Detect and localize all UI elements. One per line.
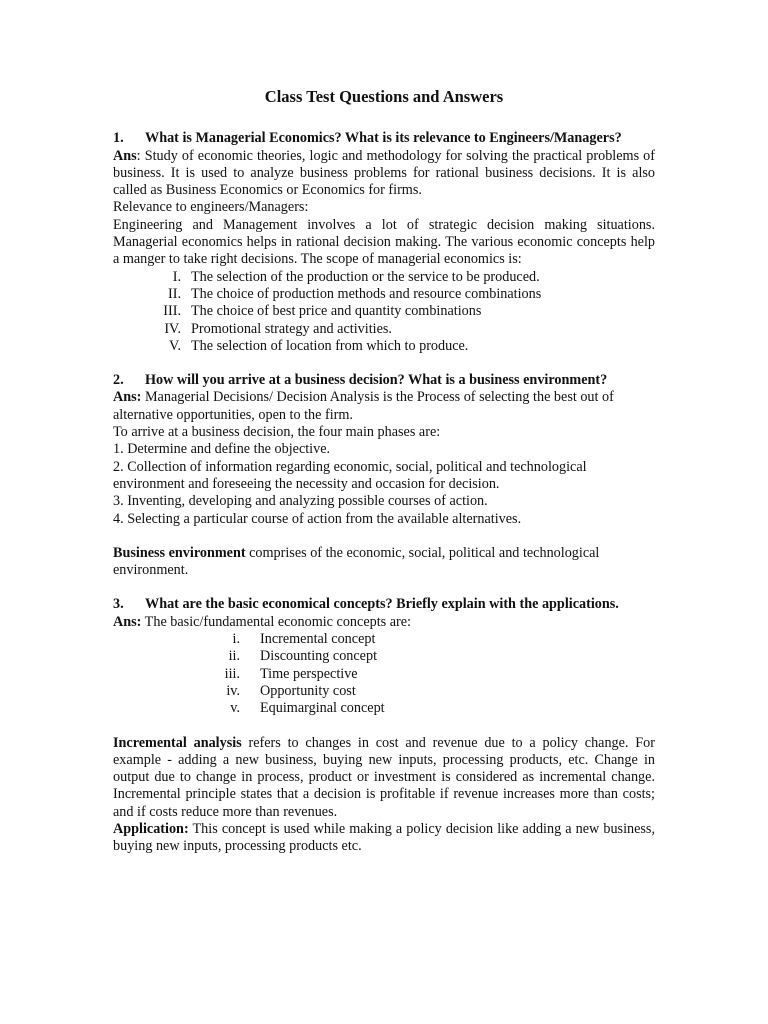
concept-item-number: i. — [232, 631, 240, 648]
scope-list-item — [113, 269, 655, 286]
scope-item-number: III. — [163, 303, 181, 320]
phase-item: 3. Inventing, developing and analyzing possible courses of action. — [113, 493, 488, 510]
concept-item-text: Time perspective — [260, 665, 358, 682]
answer-3-label: Ans: — [113, 613, 142, 630]
spacer — [113, 528, 655, 545]
concept-item-number: v. — [230, 700, 240, 717]
scope-item-number: II. — [168, 285, 181, 302]
scope-item-text: Promotional strategy and activities. — [191, 320, 392, 337]
answer-1-text: : Study of economic theories, logic and methodology for solving the practical problems of business. It is used to analyze business problems for rational business decisions. It is also called as Business Economics or Economics for firms. — [113, 147, 655, 199]
answer-2-paragraph — [113, 389, 655, 424]
concept-item-text: Discounting concept — [260, 648, 378, 665]
question-2-section — [113, 372, 655, 579]
answer-3-text: The basic/fundamental economic concepts are: — [141, 613, 411, 630]
scope-list-item — [113, 338, 655, 355]
phase-item: 2. Collection of information regarding economic, social, political and technological environment and foreseeing the necessity and occasion for decision. — [113, 458, 587, 492]
scope-list-item — [113, 303, 655, 320]
phase-item: 1. Determine and define the objective. — [113, 441, 331, 458]
question-3-text: What are the basic economical concepts? Briefly explain with the applications. — [145, 596, 619, 613]
scope-list — [113, 269, 655, 355]
concept-list-item — [113, 631, 655, 648]
question-2-text: How will you arrive at a business decision? What is a business environment? — [145, 372, 608, 389]
business-environment-paragraph — [113, 545, 655, 580]
concept-item-text: Equimarginal concept — [260, 700, 385, 717]
spacer — [113, 355, 655, 372]
question-1-heading — [113, 130, 655, 147]
spacer — [113, 579, 655, 596]
incremental-analysis-label: Incremental analysis — [113, 734, 242, 751]
concept-item-number: ii. — [228, 648, 240, 665]
scope-item-text: The choice of best price and quantity combinations — [191, 303, 482, 320]
question-1-number: 1. — [113, 130, 124, 147]
concept-list-item — [113, 700, 655, 717]
concept-item-text: Opportunity cost — [260, 682, 356, 699]
question-2-number: 2. — [113, 372, 124, 389]
question-1-text: What is Managerial Economics? What is its relevance to Engineers/Managers? — [145, 130, 622, 147]
business-environment-text: comprises of the economic, social, political and technological environment. — [113, 544, 600, 579]
concepts-list — [113, 631, 655, 717]
relevance-text: Engineering and Management involves a lot of strategic decision making situations. Managerial economics helps in rational decision making. The various economic concepts help a manger to take right decisions. The scope of managerial economics is: — [113, 216, 655, 268]
incremental-analysis-paragraph — [113, 735, 655, 821]
question-3-number: 3. — [113, 596, 124, 613]
question-3-section — [113, 596, 655, 855]
question-2-heading — [113, 372, 655, 389]
concept-list-item — [113, 666, 655, 683]
scope-item-text: The choice of production methods and resource combinations — [191, 285, 542, 302]
document-title: Class Test Questions and Answers — [264, 87, 504, 106]
scope-item-number: V. — [169, 337, 181, 354]
business-environment-label: Business environment — [113, 544, 246, 561]
scope-item-number: IV. — [164, 320, 181, 337]
scope-item-text: The selection of location from which to produce. — [191, 337, 469, 354]
spacer — [113, 718, 655, 735]
answer-2-label: Ans: — [113, 389, 142, 406]
answer-2-text: Managerial Decisions/ Decision Analysis is the Process of selecting the best out of alternative opportunities, open to the firm. — [113, 389, 614, 423]
relevance-heading: Relevance to engineers/Managers: — [113, 199, 309, 216]
answer-1-label: Ans — [113, 147, 137, 164]
phases-intro: To arrive at a business decision, the four main phases are: — [113, 424, 441, 441]
application-paragraph — [113, 821, 655, 856]
phase-item: 4. Selecting a particular course of action from the available alternatives. — [113, 510, 522, 527]
scope-list-item — [113, 286, 655, 303]
concept-item-number: iv. — [226, 682, 240, 699]
answer-3-paragraph — [113, 614, 655, 631]
concept-item-number: iii. — [224, 665, 240, 682]
application-text: This concept is used while making a policy decision like adding a new business, buying new inputs, processing products etc. — [113, 820, 655, 855]
incremental-analysis-text: refers to changes in cost and revenue due to a policy change. For example - adding a new business, buying new inputs, processing products, etc. Change in output due to change in process, product or investment is considered as incremental change. Incremental principle states that a decision is profitable if revenue increases more than costs; and if costs reduce more than revenues. — [113, 734, 655, 820]
scope-item-text: The selection of the production or the service to be produced. — [191, 268, 540, 285]
scope-item-number: I. — [172, 268, 181, 285]
concept-list-item — [113, 683, 655, 700]
scope-list-item — [113, 321, 655, 338]
concept-item-text: Incremental concept — [260, 631, 376, 648]
question-3-heading — [113, 596, 655, 613]
document-page — [113, 88, 655, 856]
answer-1-paragraph — [113, 148, 655, 200]
application-label: Application: — [113, 820, 189, 837]
question-1-section — [113, 130, 655, 355]
concept-list-item — [113, 648, 655, 665]
